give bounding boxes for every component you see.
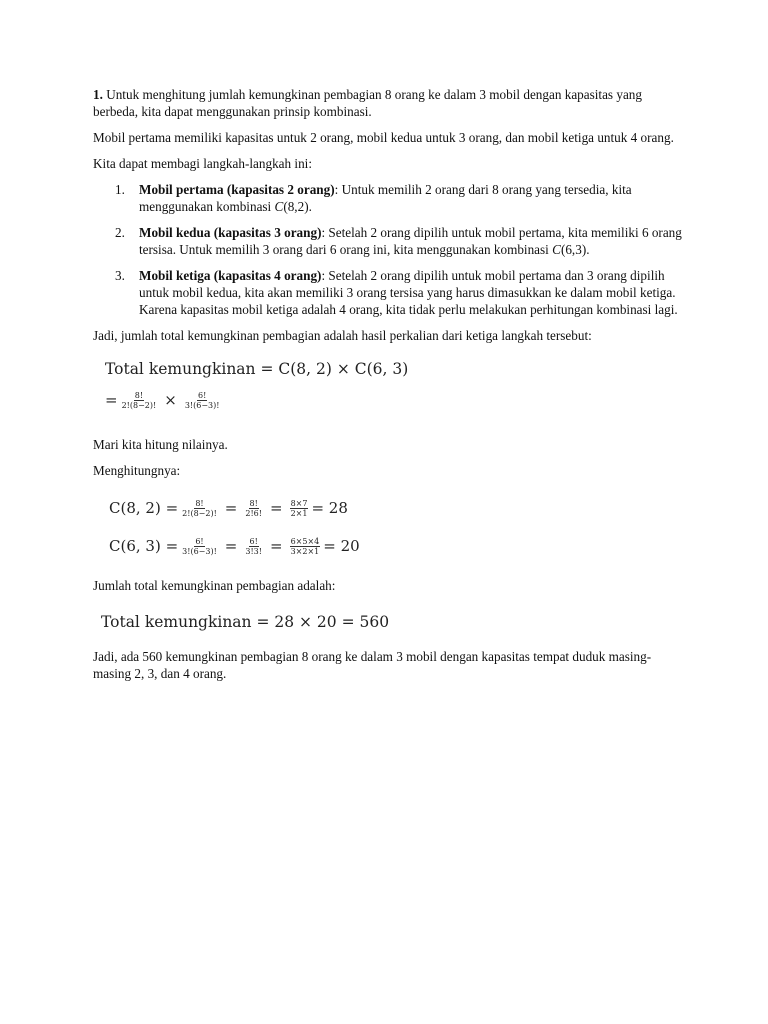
c82-lhs: C(8, 2) =	[109, 498, 179, 517]
equals-sign: =	[224, 536, 238, 555]
denominator: 2!(8−2)!	[182, 508, 217, 518]
fraction	[181, 537, 218, 556]
numerator: 6!	[195, 536, 204, 546]
list-item	[93, 224, 683, 258]
fraction	[244, 537, 263, 556]
list-item	[93, 267, 683, 318]
numerator: 8!	[195, 498, 204, 508]
steps-list	[93, 181, 683, 318]
denominator: 2!6!	[245, 508, 262, 518]
c82-result: = 28	[311, 498, 348, 517]
c63-row	[109, 531, 683, 561]
question-number: 1.	[93, 87, 103, 102]
equals-sign: =	[269, 498, 283, 517]
step-text: : Setelah 2 orang dipilih untuk mobil pertama, kita memiliki 6 orang tersisa. Untuk memilih 3 orang dari 6 orang ini, kita menggunakan kombinasi	[139, 225, 682, 257]
denominator: 3!(6−3)!	[184, 400, 220, 410]
numerator: 6!	[197, 390, 207, 400]
numerator: 8!	[249, 498, 258, 508]
equals-sign: =	[269, 536, 283, 555]
calc-intro: Mari kita hitung nilainya.	[93, 437, 228, 452]
step-title: Mobil kedua (kapasitas 3 orang)	[139, 225, 322, 240]
math-args: (8,2)	[283, 199, 309, 214]
numerator: 8×7	[290, 498, 308, 508]
numerator: 6!	[249, 536, 258, 546]
formula-line-2	[105, 387, 683, 413]
calc-label: Menghitungnya:	[93, 463, 181, 478]
list-number: 1.	[115, 182, 125, 197]
denominator: 2!(8−2)!	[121, 400, 157, 410]
intro-paragraph	[93, 86, 683, 120]
formula-line-1: Total kemungkinan = C(8, 2) × C(6, 3)	[105, 359, 409, 378]
denominator: 2×1	[290, 508, 308, 518]
c82-row	[109, 493, 683, 523]
step-title: Mobil pertama (kapasitas 2 orang)	[139, 182, 335, 197]
total-result-formula: Total kemungkinan = 28 × 20 = 560	[101, 612, 390, 631]
step-end: .	[308, 199, 312, 214]
numerator: 6×5×4	[290, 536, 320, 546]
fraction	[184, 391, 221, 410]
step-title: Mobil ketiga (kapasitas 4 orang)	[139, 268, 322, 283]
step-end: .	[586, 242, 590, 257]
math-c: C	[552, 242, 561, 257]
math-c: C	[274, 199, 284, 214]
conclusion-intro: Jadi, jumlah total kemungkinan pembagian adalah hasil perkalian dari ketiga langkah tersebut:	[93, 328, 592, 343]
step-text: : Setelah 2 orang dipilih untuk mobil pertama dan 3 orang dipilih untuk mobil kedua, kita akan memiliki 3 orang tersisa yang harus dimasukkan ke dalam mobil ketiga. Karena kapasitas mobil ketiga adalah 4 orang, kita tidak perlu melakukan perhitungan kombinasi lagi.	[139, 268, 678, 317]
fraction	[290, 537, 321, 556]
combination-calc-block	[93, 493, 683, 561]
capacity-paragraph: Mobil pertama memiliki kapasitas untuk 2 orang, mobil kedua untuk 3 orang, dan mobil ketiga untuk 4 orang.	[93, 130, 674, 145]
list-item	[93, 181, 683, 215]
total-formula-block	[93, 357, 683, 413]
denominator: 3!(6−3)!	[182, 546, 217, 556]
equals-sign: =	[105, 390, 118, 409]
steps-intro: Kita dapat membagi langkah-langkah ini:	[93, 156, 312, 171]
list-number: 2.	[115, 225, 125, 240]
list-number: 3.	[115, 268, 125, 283]
step-text: : Untuk memilih 2 orang dari 8 orang yang tersedia, kita menggunakan kombinasi	[139, 182, 632, 214]
final-paragraph: Jadi, ada 560 kemungkinan pembagian 8 orang ke dalam 3 mobil dengan kapasitas tempat duduk masing-masing 2, 3, dan 4 orang.	[93, 649, 652, 681]
fraction	[244, 499, 263, 518]
denominator: 3×2×1	[290, 546, 320, 556]
document-page	[93, 86, 683, 682]
math-args: (6,3)	[560, 242, 587, 257]
total-intro: Jumlah total kemungkinan pembagian adalah:	[93, 578, 336, 593]
numerator: 8!	[134, 390, 144, 400]
times-sign: ×	[164, 390, 177, 409]
c63-result: = 20	[323, 536, 360, 555]
denominator: 3!3!	[245, 546, 262, 556]
intro-text: Untuk menghitung jumlah kemungkinan pembagian 8 orang ke dalam 3 mobil dengan kapasitas yang berbeda, kita dapat menggunakan prinsip kombinasi.	[93, 87, 642, 119]
fraction	[290, 499, 309, 518]
fraction	[181, 499, 218, 518]
c63-lhs: C(6, 3) =	[109, 536, 179, 555]
fraction	[121, 391, 158, 410]
equals-sign: =	[224, 498, 238, 517]
